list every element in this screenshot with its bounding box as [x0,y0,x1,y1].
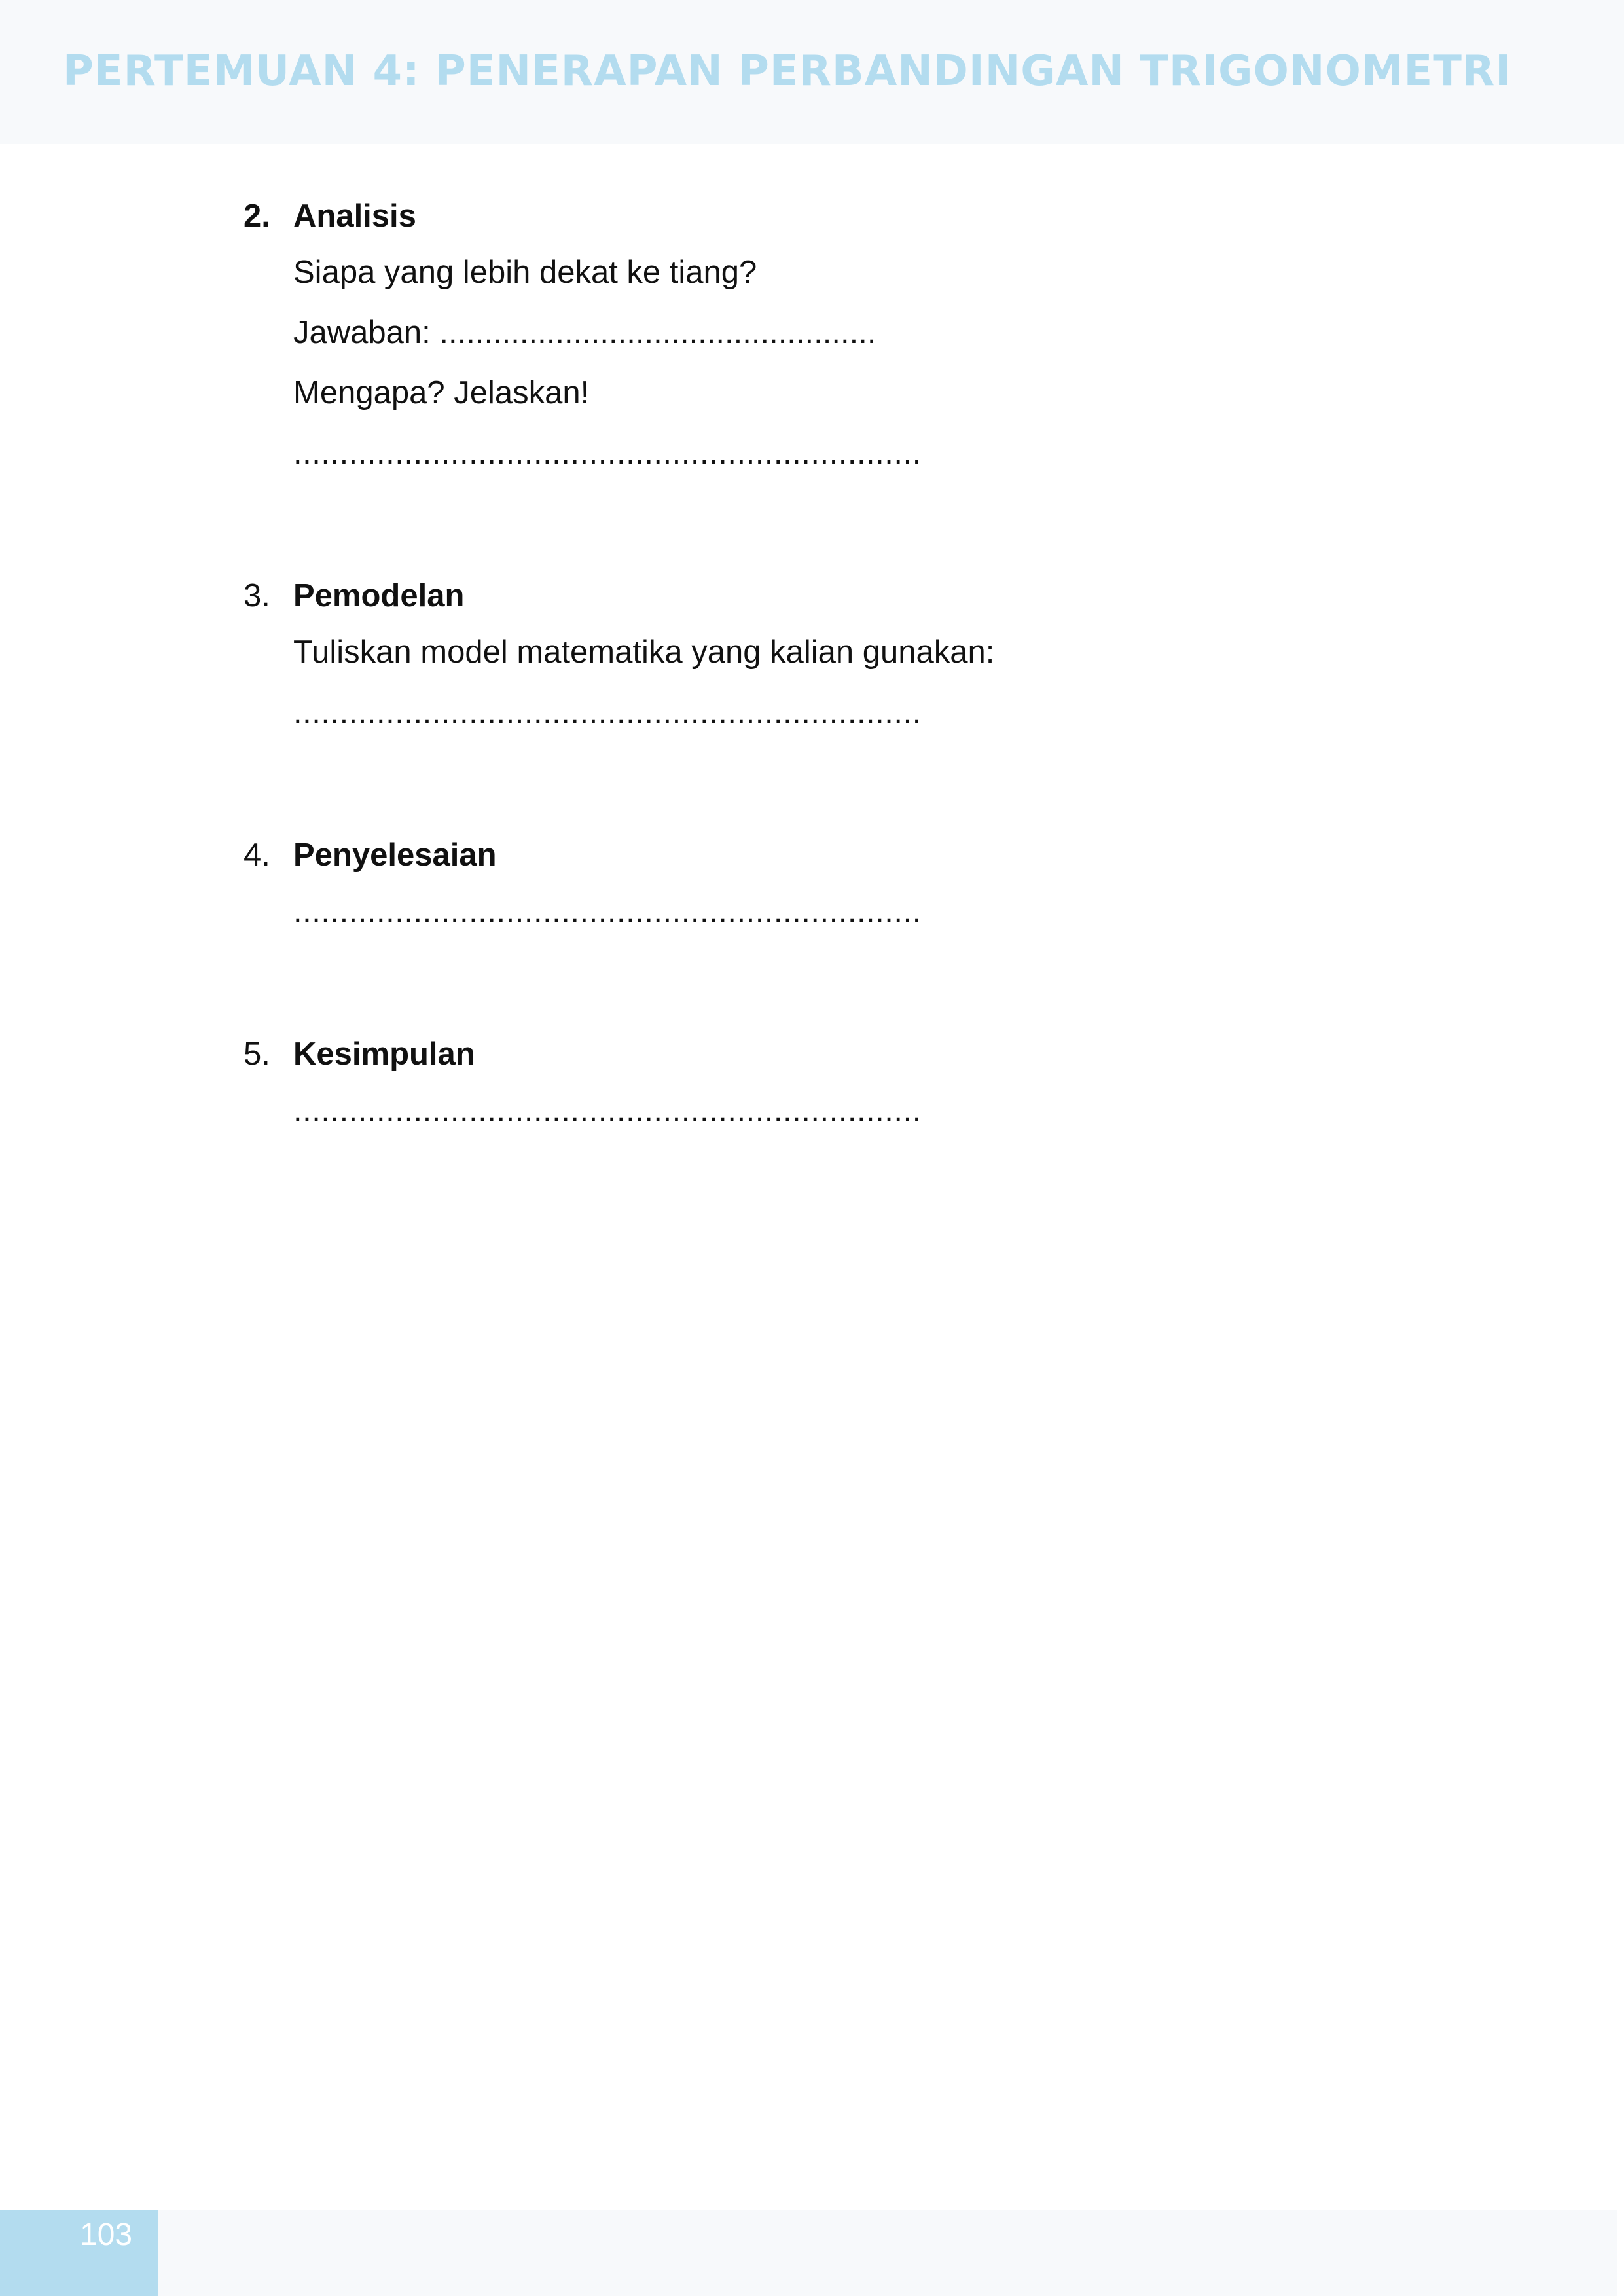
item-number: 2. [244,198,270,234]
item-pemodelan [244,570,1487,742]
item-title: Kesimpulan [293,1036,475,1072]
answer-dotted-line[interactable]: .................................................................... [293,1093,922,1128]
answer-line[interactable]: Jawaban: ................................................. [293,315,876,350]
item-analisis [244,190,1487,483]
item-number: 4. [244,837,270,873]
item-penyelesaian [244,829,1487,941]
item-heading [244,1028,1487,1080]
item-title: Penyelesaian [293,837,497,873]
item-kesimpulan [244,1028,1487,1140]
item-title: Analisis [293,198,416,234]
item-title: Pemodelan [293,578,465,613]
chapter-title: PERTEMUAN 4: PENERAPAN PERBANDINGAN TRIGONOMETRI [63,47,1511,96]
worksheet-content [244,190,1487,1227]
page-number: 103 [80,2217,133,2252]
item-heading [244,570,1487,622]
answer-dotted-line[interactable]: .................................................................... [293,894,922,929]
item-number: 5. [244,1036,270,1072]
question-text: Mengapa? Jelaskan! [293,375,590,410]
answer-dotted-line[interactable]: .................................................................... [293,435,922,471]
item-heading [244,190,1487,242]
answer-dotted-line[interactable]: .................................................................... [293,695,922,730]
footer-band [0,2210,1617,2296]
item-heading [244,829,1487,881]
question-text: Tuliskan model matematika yang kalian gunakan: [293,634,995,670]
item-number: 3. [244,578,270,613]
question-text: Siapa yang lebih dekat ke tiang? [293,255,757,290]
page-number-box [0,2210,158,2296]
